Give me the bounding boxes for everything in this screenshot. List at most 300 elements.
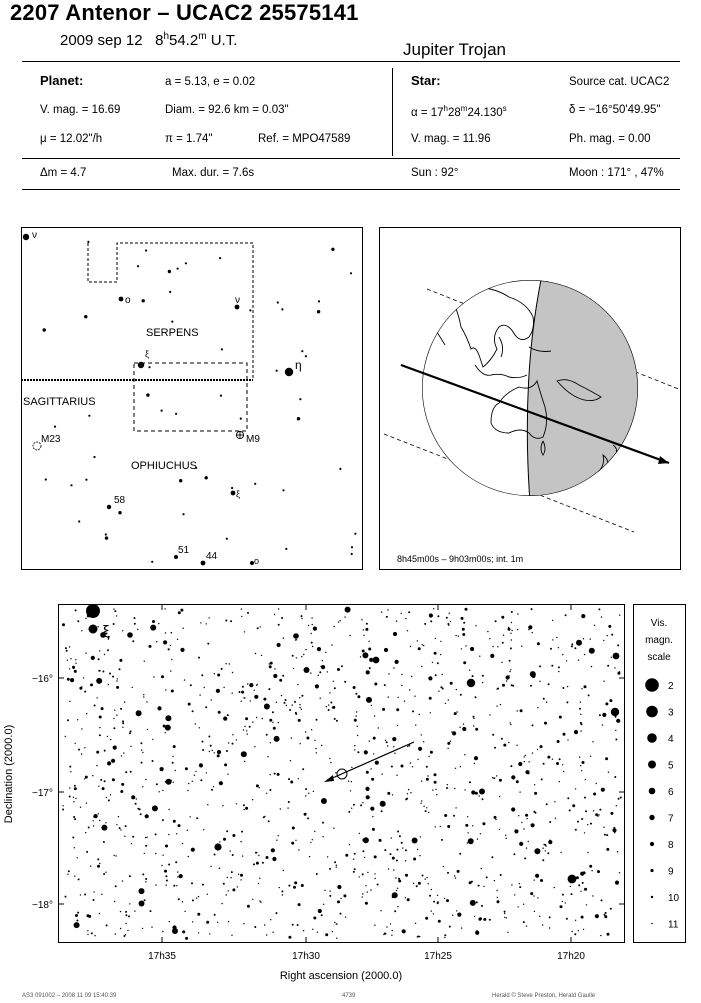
field-star	[120, 928, 121, 929]
field-star	[508, 742, 509, 743]
field-star	[236, 803, 237, 804]
field-star	[157, 808, 158, 809]
field-star	[418, 647, 421, 650]
field-star	[223, 717, 227, 721]
field-star	[142, 873, 144, 875]
field-star	[479, 917, 482, 920]
field-star	[531, 608, 533, 610]
field-star	[134, 617, 136, 619]
field-star	[481, 905, 483, 907]
field-star	[272, 711, 274, 713]
field-star	[436, 794, 437, 795]
star-declination: δ = −16°50'49.95"	[569, 104, 661, 116]
field-star	[115, 885, 117, 887]
field-star	[500, 874, 502, 876]
field-star	[382, 774, 383, 775]
field-star	[481, 868, 482, 869]
field-star	[227, 774, 228, 775]
hours-mark: h	[163, 31, 169, 42]
field-star	[320, 698, 321, 699]
field-star	[489, 638, 490, 639]
event-date: 2009 sep 12	[60, 32, 143, 49]
scale-label-mag-6: 6	[668, 787, 674, 798]
field-star	[560, 852, 561, 853]
scale-label-mag-10: 10	[668, 893, 680, 904]
field-star	[135, 803, 137, 805]
xtick-1735: 17h35	[148, 951, 176, 962]
field-star	[425, 810, 427, 812]
finder-star	[88, 415, 90, 417]
field-star	[354, 853, 356, 855]
field-star	[424, 623, 426, 625]
field-star	[514, 894, 515, 895]
field-star	[591, 666, 592, 667]
field-star	[566, 701, 568, 703]
scale-label-mag-4: 4	[668, 734, 674, 745]
field-star	[530, 892, 533, 895]
field-star	[516, 745, 517, 746]
field-star	[445, 703, 446, 704]
field-star	[129, 732, 131, 734]
field-star	[365, 902, 368, 905]
label-m23: M23	[41, 434, 61, 445]
field-star	[304, 667, 310, 673]
finder-star	[299, 398, 301, 400]
field-star	[528, 625, 532, 629]
field-star	[116, 680, 117, 681]
field-star	[495, 819, 496, 820]
field-star	[270, 667, 271, 668]
table-top-rule	[22, 61, 680, 62]
field-star	[388, 868, 389, 869]
field-star	[565, 614, 567, 616]
field-star	[323, 904, 324, 905]
field-star	[482, 682, 483, 683]
field-star	[611, 657, 612, 658]
field-star	[396, 621, 397, 622]
field-star	[195, 771, 196, 772]
field-star	[599, 714, 601, 716]
field-star	[474, 763, 475, 764]
field-star	[399, 835, 401, 837]
ra-h-mark: h	[443, 104, 448, 113]
field-star	[228, 742, 229, 743]
finder-star	[351, 553, 353, 555]
finder-star	[45, 478, 47, 480]
field-star	[580, 891, 581, 892]
field-star	[562, 901, 563, 902]
field-star	[410, 646, 411, 647]
field-star	[161, 675, 164, 678]
finder-star	[205, 476, 208, 479]
field-star	[317, 647, 321, 651]
field-star	[291, 842, 294, 845]
field-star	[301, 615, 303, 617]
field-star	[281, 617, 283, 619]
field-star	[562, 687, 564, 689]
field-star	[420, 803, 421, 804]
field-star	[380, 910, 381, 911]
field-star	[474, 756, 478, 760]
finder-star	[54, 426, 56, 428]
field-star	[249, 683, 253, 687]
field-star	[391, 766, 393, 768]
scale-label-mag-11: 11	[668, 919, 679, 931]
field-star	[433, 913, 434, 914]
field-star	[332, 707, 333, 708]
footer-right: Herald © Steve Preston, Herald Gaulle	[492, 993, 596, 999]
field-star	[543, 844, 544, 845]
field-star	[518, 762, 522, 766]
field-star	[271, 848, 275, 852]
field-star	[510, 647, 512, 649]
finder-star	[145, 249, 147, 251]
bright-star-companion	[89, 625, 98, 634]
field-star	[417, 849, 418, 850]
field-star	[73, 667, 75, 669]
field-star	[166, 779, 172, 785]
field-star	[601, 788, 605, 792]
field-star	[525, 770, 529, 774]
field-star	[223, 687, 224, 688]
field-star	[145, 881, 146, 882]
field-star	[387, 792, 390, 795]
field-star	[380, 801, 386, 807]
field-star	[312, 646, 313, 647]
field-star	[270, 742, 271, 743]
field-star	[217, 754, 220, 757]
field-star	[165, 845, 168, 848]
field-star	[595, 914, 599, 918]
field-star	[298, 778, 299, 779]
field-star	[268, 820, 270, 822]
bright-field-star	[127, 632, 133, 638]
field-star	[117, 678, 118, 679]
field-star	[165, 632, 166, 633]
star-heading: Star:	[411, 73, 441, 88]
field-star	[393, 869, 394, 870]
field-star	[88, 827, 90, 829]
field-star	[309, 856, 310, 857]
field-star	[336, 938, 337, 939]
field-star	[66, 650, 68, 652]
field-star	[168, 809, 169, 810]
field-star	[210, 745, 212, 747]
field-star	[232, 743, 234, 745]
field-star	[74, 847, 75, 848]
field-star	[578, 930, 579, 931]
field-star	[171, 690, 174, 693]
field-star	[226, 830, 228, 832]
field-star	[159, 791, 160, 792]
x-axis-label: Right ascension (2000.0)	[279, 970, 403, 982]
field-star	[482, 675, 484, 677]
field-star	[130, 771, 132, 773]
field-star	[461, 617, 464, 620]
field-star	[367, 891, 368, 892]
field-star	[605, 702, 608, 705]
field-star	[508, 628, 511, 631]
field-star	[519, 791, 520, 792]
field-star	[510, 724, 511, 725]
field-star	[397, 906, 398, 907]
field-star	[84, 894, 86, 896]
scale-dot-mag-9	[650, 869, 653, 872]
field-star	[502, 684, 505, 687]
field-star	[218, 711, 221, 714]
field-star	[165, 725, 171, 731]
field-star	[460, 694, 462, 696]
field-star	[496, 775, 497, 776]
field-star	[250, 700, 251, 701]
field-star	[476, 901, 478, 903]
field-star	[476, 930, 479, 933]
label-xi: ξ	[145, 349, 150, 359]
field-star	[67, 719, 69, 721]
field-star	[437, 902, 439, 904]
finder-star	[318, 300, 320, 302]
field-star	[337, 900, 340, 903]
planet-orbit: a = 5.13, e = 0.02	[165, 76, 256, 88]
field-star	[603, 827, 604, 828]
star-vmag: V. mag. = 11.96	[411, 133, 491, 145]
ra-prefix: α = 17	[411, 106, 444, 119]
field-star	[331, 644, 332, 645]
field-star	[333, 828, 334, 829]
field-star	[434, 652, 437, 655]
field-star	[219, 868, 220, 869]
field-star	[357, 726, 358, 727]
field-star	[146, 701, 147, 702]
field-star	[111, 759, 115, 763]
field-star	[219, 841, 220, 842]
field-star	[190, 816, 191, 817]
field-star	[447, 872, 449, 874]
field-star	[465, 645, 466, 646]
field-star	[610, 812, 613, 815]
field-star	[143, 696, 144, 697]
field-star	[328, 709, 330, 711]
field-star	[145, 837, 146, 838]
field-star	[435, 826, 436, 827]
field-star	[116, 824, 117, 825]
field-star	[599, 809, 601, 811]
field-star	[166, 885, 167, 886]
field-star	[161, 865, 162, 866]
field-star	[405, 618, 406, 619]
scale-dot-mag-6	[649, 788, 656, 795]
label-44: 44	[206, 551, 218, 562]
field-star	[278, 835, 279, 836]
field-star	[313, 791, 314, 792]
finder-chart	[21, 227, 363, 570]
field-star	[202, 884, 204, 886]
field-star	[85, 832, 86, 833]
field-star	[447, 748, 448, 749]
field-star	[108, 684, 109, 685]
field-star	[318, 909, 322, 913]
field-star	[256, 717, 257, 718]
field-star	[426, 877, 427, 878]
field-star	[549, 821, 551, 823]
field-star	[172, 756, 173, 757]
finder-star	[118, 511, 121, 514]
field-star	[513, 853, 515, 855]
field-star	[371, 778, 374, 781]
field-star	[433, 901, 435, 903]
field-star	[616, 805, 617, 806]
field-star	[180, 609, 183, 612]
field-star	[547, 756, 550, 759]
field-star	[107, 761, 111, 765]
field-star	[124, 836, 125, 837]
field-star	[438, 920, 441, 923]
field-star	[429, 895, 431, 897]
field-star	[178, 611, 181, 614]
field-star	[454, 788, 455, 789]
label-xi-lower: ξ	[236, 489, 241, 499]
finder-star	[142, 299, 145, 302]
field-star	[593, 810, 594, 811]
field-star	[351, 767, 352, 768]
field-star	[455, 807, 456, 808]
field-star	[257, 684, 258, 685]
field-star	[188, 703, 191, 706]
field-star	[422, 644, 423, 645]
field-star	[365, 885, 366, 886]
field-star	[172, 762, 174, 764]
field-star	[116, 615, 117, 616]
field-star	[469, 781, 471, 783]
field-star	[456, 910, 457, 911]
star-xi	[138, 362, 144, 368]
field-star	[425, 917, 428, 920]
field-star	[405, 798, 407, 800]
field-star	[584, 685, 587, 688]
field-star	[203, 829, 204, 830]
bright-field-star	[172, 928, 178, 934]
field-star	[116, 715, 117, 716]
field-star	[145, 814, 149, 818]
table-middle-rule	[22, 158, 680, 159]
field-star	[282, 894, 283, 895]
field-star	[332, 931, 333, 932]
field-star	[446, 787, 448, 789]
field-star	[592, 741, 593, 742]
field-star	[531, 674, 535, 678]
field-star	[290, 760, 291, 761]
field-star	[491, 856, 493, 858]
field-star	[119, 659, 122, 662]
field-star	[431, 889, 432, 890]
field-star	[106, 924, 108, 926]
field-star	[500, 704, 501, 705]
field-star	[110, 794, 111, 795]
field-star	[615, 881, 619, 885]
field-star	[532, 632, 533, 633]
field-star	[232, 888, 235, 891]
field-star	[314, 831, 315, 832]
field-star	[364, 750, 368, 754]
scale-dot-mag-8	[650, 842, 654, 846]
field-star	[567, 686, 568, 687]
field-star	[419, 714, 420, 715]
field-star	[93, 816, 94, 817]
field-star	[230, 620, 232, 622]
scale-dot-mag-7	[649, 815, 654, 820]
field-star	[292, 704, 293, 705]
field-star	[99, 863, 100, 864]
field-star	[407, 746, 408, 747]
field-star	[140, 813, 142, 815]
field-star	[226, 894, 227, 895]
field-star	[368, 648, 371, 651]
field-star	[73, 797, 74, 798]
field-star	[582, 882, 584, 884]
field-star	[122, 880, 123, 881]
field-star	[526, 818, 527, 819]
bright-field-star	[214, 843, 221, 850]
field-star	[101, 707, 104, 710]
field-star	[517, 629, 518, 630]
field-star	[222, 805, 223, 806]
field-star	[302, 768, 304, 770]
field-star	[121, 755, 122, 756]
field-star	[269, 663, 270, 664]
field-star	[590, 823, 592, 825]
field-star	[421, 780, 422, 781]
bright-field-star	[613, 653, 620, 660]
ytick-minus16: −16°	[32, 674, 53, 685]
field-star	[357, 735, 358, 736]
field-star	[345, 854, 348, 857]
field-star	[457, 913, 461, 917]
field-star	[74, 876, 75, 877]
field-star	[223, 838, 226, 841]
star-44	[201, 561, 206, 566]
star-right-ascension	[411, 104, 507, 119]
finder-star	[146, 393, 149, 396]
field-star	[581, 916, 584, 919]
field-star	[87, 934, 88, 935]
field-star	[539, 665, 541, 667]
field-star	[269, 789, 271, 791]
field-star	[446, 899, 449, 902]
field-star	[374, 873, 375, 874]
field-star	[408, 611, 410, 613]
field-star	[232, 693, 233, 694]
field-star	[232, 834, 235, 837]
field-star	[322, 822, 324, 824]
field-star	[542, 859, 544, 861]
field-star	[162, 790, 163, 791]
field-star	[314, 740, 315, 741]
field-star	[243, 923, 244, 924]
field-star	[136, 798, 137, 799]
field-star	[540, 879, 543, 882]
field-star	[334, 687, 336, 689]
planet-heading: Planet:	[40, 73, 84, 88]
field-star	[492, 777, 493, 778]
field-star	[108, 799, 110, 801]
field-star	[318, 675, 319, 676]
field-star	[543, 698, 545, 700]
field-star	[80, 894, 81, 895]
field-star	[359, 876, 360, 877]
field-star	[517, 613, 518, 614]
field-star	[467, 842, 468, 843]
field-star	[366, 623, 368, 625]
